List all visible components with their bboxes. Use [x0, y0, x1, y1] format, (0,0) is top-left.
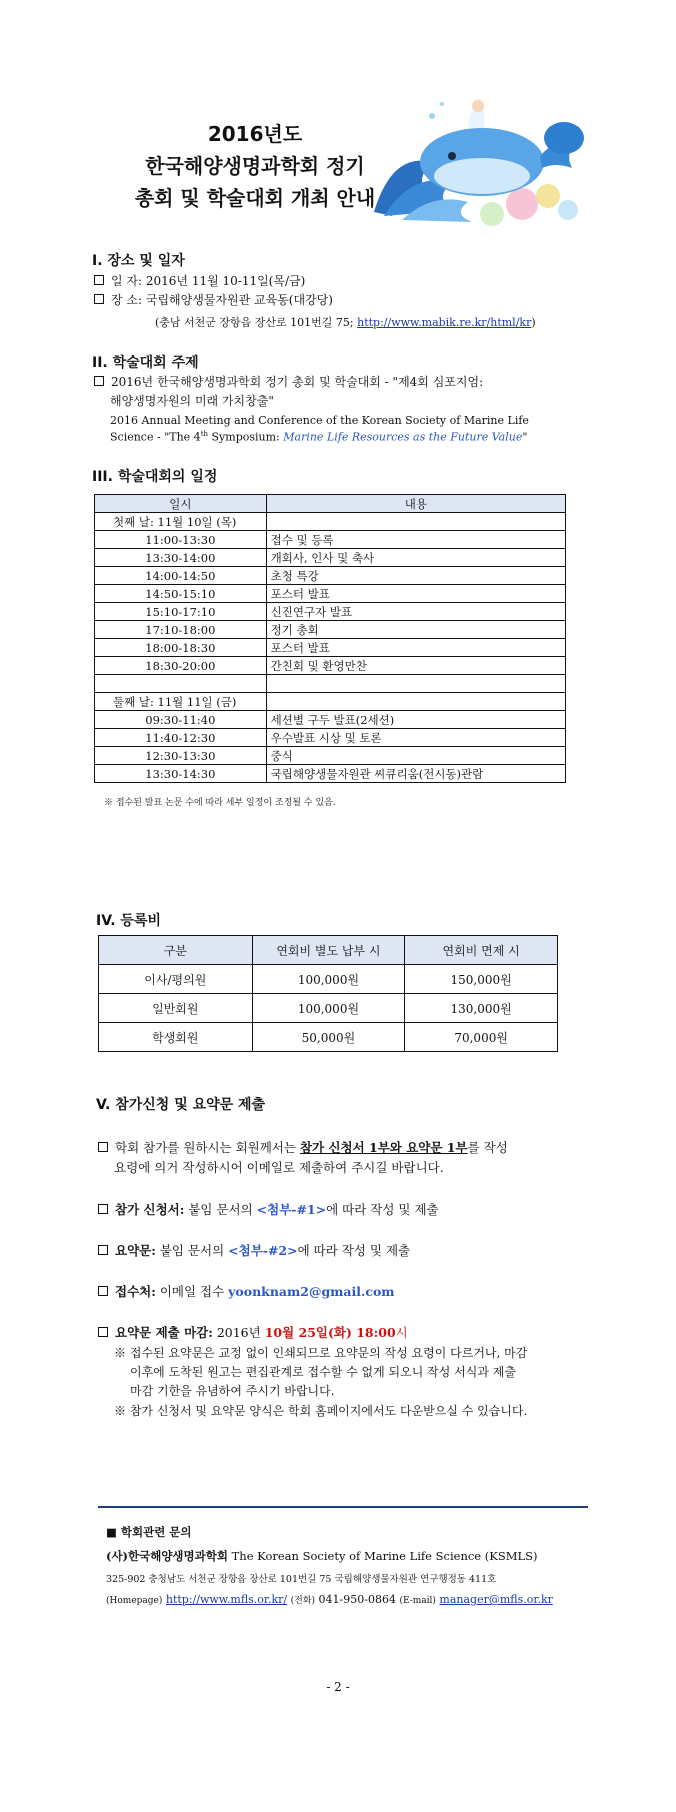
date-line: 일 자: 2016년 11월 10-11일(목/금) — [94, 272, 305, 289]
fees-header-row — [99, 936, 558, 965]
phone-number: 041-950-0864 — [318, 1593, 396, 1606]
page-number: - 2 - — [326, 1680, 350, 1694]
table-row: 18:30-20:00 간친회 및 환영만찬 — [95, 657, 566, 675]
homepage-link[interactable]: http://www.mfls.or.kr/ — [165, 1593, 288, 1606]
day2-row — [95, 693, 566, 711]
mabik-link[interactable]: http://www.mabik.re.kr/html/kr — [357, 316, 532, 329]
footer-rule — [98, 1506, 588, 1508]
download-note: ※ 참가 신청서 및 요약문 양식은 학회 홈페이지에서도 다운받으실 수 있습니다. — [114, 1404, 528, 1418]
whale-illustration — [372, 92, 584, 226]
deadline-note-line2: 이후에 도착된 원고는 편집관계로 접수할 수 없게 되오니 작성 서식과 제출 — [130, 1365, 516, 1379]
section-heading-registration: V. 참가신청 및 요약문 제출 — [96, 1097, 266, 1113]
contact-email-link[interactable]: manager@mfls.or.kr — [439, 1593, 553, 1606]
checkbox-bullet-icon — [98, 1327, 108, 1337]
abstract-line: 요약문: 붙임 문서의 <첨부-#2>에 따라 작성 및 제출 — [98, 1241, 410, 1259]
theme-english-line2: Science - "The 4th Symposium: Marine Life Resources as the Future Value" — [110, 430, 528, 444]
theme-english-line1: 2016 Annual Meeting and Conference of the Korean Society of Marine Life — [110, 414, 529, 427]
table-row: 18:00-18:30 포스터 발표 — [95, 639, 566, 657]
section-heading-venue-date: I. 장소 및 일자 — [92, 253, 185, 269]
checkbox-bullet-icon — [94, 376, 104, 386]
checkbox-bullet-icon — [98, 1204, 108, 1214]
table-row: 일반회원 100,000원 130,000원 — [99, 994, 558, 1023]
address-line: (충남 서천군 장항읍 장산로 101번길 75; http://www.mabik.re.kr/html/kr) — [155, 316, 536, 329]
day1-label: 첫째 날: 11월 10일 (목) — [95, 513, 267, 531]
checkbox-bullet-icon — [94, 294, 104, 304]
section-heading-schedule: III. 학술대회의 일정 — [92, 469, 218, 485]
footer-org: (사)한국해양생명과학회 The Korean Society of Marine Life Science (KSMLS) — [106, 1549, 538, 1563]
col-header-exempt: 연회비 면제 시 — [405, 936, 558, 965]
col-header-type: 구분 — [99, 936, 253, 965]
application-form-line: 참가 신청서: 붙임 문서의 <첨부-#1>에 따라 작성 및 제출 — [98, 1200, 439, 1218]
place-line: 장 소: 국립해양생물자원관 교육동(대강당) — [94, 291, 333, 308]
fees-table — [98, 935, 558, 1052]
checkbox-bullet-icon — [98, 1286, 108, 1296]
table-row: 14:50-15:10 포스터 발표 — [95, 585, 566, 603]
registration-paragraph-line2: 요령에 의거 작성하시어 이메일로 제출하여 주시길 바랍니다. — [114, 1160, 444, 1175]
registration-paragraph-line1: 학회 참가를 원하시는 회원께서는 참가 신청서 1부와 요약문 1부를 작성 — [98, 1138, 508, 1156]
table-row: 13:30-14:00 개회사, 인사 및 축사 — [95, 549, 566, 567]
deadline-note-line3: 마감 기한을 유념하여 주시기 바랍니다. — [130, 1384, 335, 1398]
footer-contacts: (Homepage) http://www.mfls.or.kr/ (전화) 041-950-0864 (E-mail) manager@mfls.or.kr — [106, 1593, 553, 1606]
deadline-line: 요약문 제출 마감: 2016년 10월 25일(화) 18:00시 — [98, 1323, 408, 1341]
table-row: 12:30-13:30 중식 — [95, 747, 566, 765]
day2-label: 둘째 날: 11월 11일 (금) — [95, 693, 267, 711]
section-heading-theme: II. 학술대회 주제 — [92, 355, 199, 371]
title-society: 한국해양생명과학회 정기 — [145, 154, 365, 178]
section-heading-fees: IV. 등록비 — [96, 913, 162, 929]
submission-email-link[interactable]: yoonknam2@gmail.com — [228, 1284, 395, 1299]
col-header-time: 일시 — [95, 495, 267, 513]
schedule-header-row — [95, 495, 566, 513]
schedule-table — [94, 494, 566, 783]
checkbox-bullet-icon — [98, 1245, 108, 1255]
footer-address: 325-902 충청남도 서천군 장항읍 장산로 101번길 75 국립해양생물자원관 연구행정동 411호 — [106, 1574, 497, 1585]
day1-row — [95, 513, 566, 531]
theme-korean-line2: 해양생명자원의 미래 가치창출" — [110, 394, 274, 408]
footer-heading: ■ 학회관련 문의 — [106, 1525, 192, 1539]
col-header-content: 내용 — [266, 495, 565, 513]
spacer-row — [95, 675, 566, 693]
schedule-note: ※ 접수된 발표 논문 수에 따라 세부 일정이 조정될 수 있음. — [104, 798, 336, 808]
title-year: 2016년도 — [207, 122, 303, 146]
table-row: 이사/평의원 100,000원 150,000원 — [99, 965, 558, 994]
table-row: 14:00-14:50 초청 특강 — [95, 567, 566, 585]
submission-contact-line: 접수처: 이메일 접수 yoonknam2@gmail.com — [98, 1282, 395, 1300]
table-row: 학생회원 50,000원 70,000원 — [99, 1023, 558, 1052]
title-event: 총회 및 학술대회 개최 안내 — [134, 186, 376, 210]
table-row: 13:30-14:30 국립해양생물자원관 씨큐리움(전시동)관람 — [95, 765, 566, 783]
theme-korean-line1: 2016년 한국해양생명과학회 정기 총회 및 학술대회 - "제4회 심포지엄: — [94, 373, 483, 390]
table-row: 17:10-18:00 정기 총회 — [95, 621, 566, 639]
table-row: 09:30-11:40 세션별 구두 발표(2세션) — [95, 711, 566, 729]
table-row: 11:40-12:30 우수발표 시상 및 토론 — [95, 729, 566, 747]
col-header-paid: 연회비 별도 납부 시 — [252, 936, 405, 965]
checkbox-bullet-icon — [94, 275, 104, 285]
deadline-note-line1: ※ 접수된 요약문은 교정 없이 인쇄되므로 요약문의 작성 요령이 다르거나, 마감 — [114, 1346, 528, 1360]
table-row: 15:10-17:10 신진연구자 발표 — [95, 603, 566, 621]
checkbox-bullet-icon — [98, 1142, 108, 1152]
table-row: 11:00-13:30 접수 및 등록 — [95, 531, 566, 549]
